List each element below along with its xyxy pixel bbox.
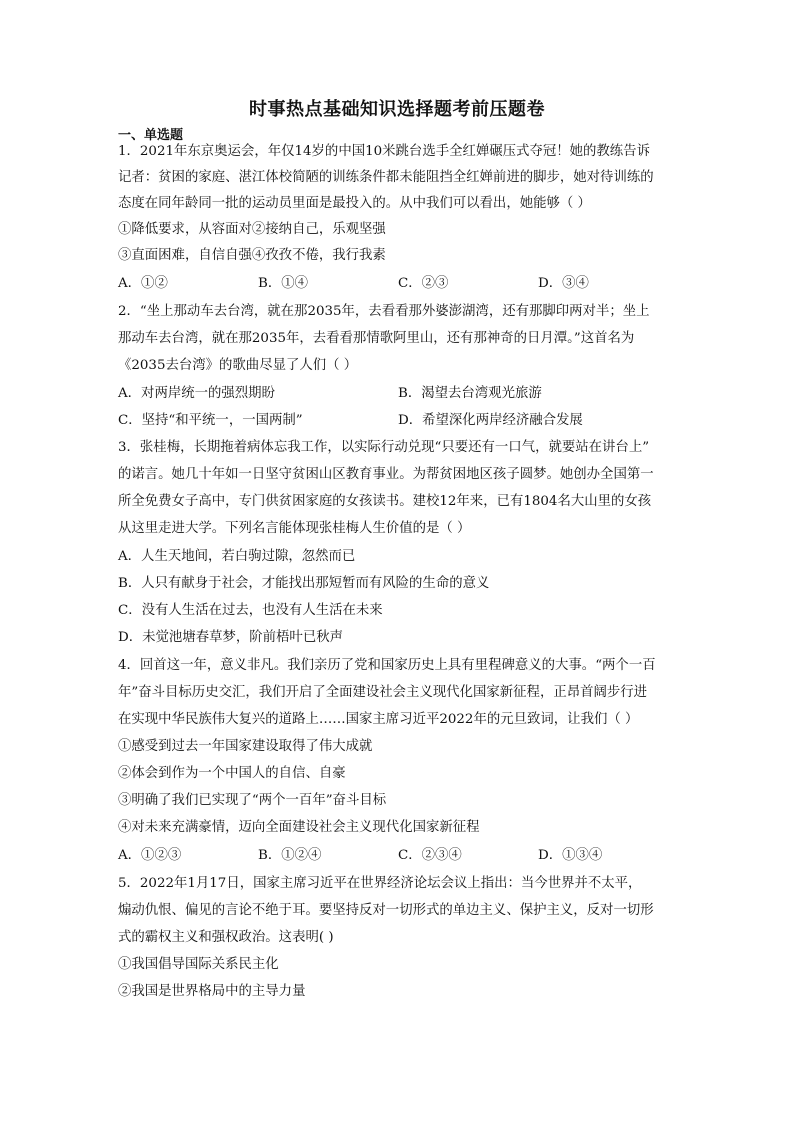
q1-option-a[interactable]: A．①② [118, 276, 168, 291]
q4-option-c[interactable]: C．②③④ [398, 848, 462, 863]
q3-stem-line-1: 3．张桂梅，长期拖着病体忘我工作，以实际行动兑现“只要还有一口气，就要站在讲台上” [118, 440, 650, 455]
q1-option-b[interactable]: B．①④ [258, 276, 309, 291]
q4-stem-line-3: 在实现中华民族伟大复兴的道路上……国家主席习近平2022年的元旦致词，让我们（ ） [118, 712, 639, 727]
q3-option-d[interactable]: D．未觉池塘春草梦，阶前梧叶已秋声 [118, 630, 343, 645]
section-heading: 一、单选题 [118, 128, 184, 143]
q3-stem-line-2: 的诺言。她几十年如一日坚守贫困山区教育事业。为帮贫困地区孩子圆梦。她创办全国第一 [118, 467, 654, 482]
q4-stem-line-2: 年”奋斗目标历史交汇，我们开启了全面建设社会主义现代化国家新征程，正昂首阔步行进 [118, 685, 648, 700]
q1-stem-line-2: 记者：贫困的家庭、湛江体校简陋的训练条件都未能阻挡全红婵前进的脚步，她对待训练的 [118, 170, 654, 185]
q4-option-a[interactable]: A．①②③ [118, 848, 182, 863]
q2-stem-line-1: 2．“坐上那动车去台湾，就在那2035年，去看看那外婆澎湖湾，还有那脚印两对半；坐上 [118, 304, 650, 319]
q3-stem-line-3: 所全免费女子高中，专门供贫困家庭的女孩读书。建校12年来，已有1804名大山里的女孩 [118, 494, 652, 509]
q5-statement-1: ①我国倡导国际关系民主化 [118, 957, 279, 972]
q4-statement-3: ③明确了我们已实现了“两个一百年”奋斗目标 [118, 793, 387, 808]
q2-option-b[interactable]: B．渴望去台湾观光旅游 [398, 386, 542, 401]
q2-option-d[interactable]: D．希望深化两岸经济融合发展 [398, 413, 583, 428]
page-title: 时事热点基础知识选择题考前压题卷 [249, 99, 545, 120]
q1-option-c[interactable]: C．②③ [398, 276, 449, 291]
q1-stem-line-3: 态度在同年龄同一批的运动员里面是最投入的。从中我们可以看出，她能够（ ） [118, 196, 591, 211]
q3-option-c[interactable]: C．没有人生活在过去，也没有人生活在未来 [118, 603, 383, 618]
q2-stem-line-3: 《2035去台湾》的歌曲尽显了人们（ ） [118, 358, 358, 373]
q4-statement-2: ②体会到作为一个中国人的自信、自豪 [118, 766, 346, 781]
q4-stem-line-1: 4．回首这一年，意义非凡。我们亲历了党和国家历史上具有里程碑意义的大事。“两个一百 [118, 658, 656, 673]
q4-option-b[interactable]: B．①②④ [258, 848, 322, 863]
q5-stem-line-2: 煽动仇恨、偏见的言论不绝于耳。要坚持反对一切形式的单边主义、保护主义，反对一切形 [118, 903, 654, 918]
q4-statement-4: ④对未来充满豪情，迈向全面建设社会主义现代化国家新征程 [118, 820, 480, 835]
q4-statement-1: ①感受到过去一年国家建设取得了伟大成就 [118, 739, 373, 754]
q3-stem-line-4: 从这里走进大学。下列名言能体现张桂梅人生价值的是（ ） [118, 521, 471, 536]
q1-statement-2: ③直面困难，自信自强④孜孜不倦，我行我素 [118, 248, 386, 263]
q2-option-c[interactable]: C．坚持“和平统一，一国两制” [118, 413, 303, 428]
q1-stem-line-1: 1．2021年东京奥运会，年仅14岁的中国10米跳台选手全红婵碾压式夺冠！她的教练告诉 [118, 144, 650, 159]
q5-statement-2: ②我国是世界格局中的主导力量 [118, 984, 306, 999]
q5-stem-line-1: 5．2022年1月17日，国家主席习近平在世界经济论坛会议上指出：当今世界并不太平， [118, 876, 642, 891]
q4-option-d[interactable]: D．①③④ [538, 848, 603, 863]
q1-statement-1: ①降低要求，从容面对②接纳自己，乐观坚强 [118, 222, 386, 237]
q5-stem-line-3: 式的霸权主义和强权政治。这表明( ) [118, 930, 334, 945]
q2-option-a[interactable]: A．对两岸统一的强烈期盼 [118, 386, 275, 401]
q1-option-d[interactable]: D．③④ [538, 276, 589, 291]
q2-stem-line-2: 那动车去台湾，就在那2035年，去看看那情歌阿里山，还有那神奇的日月潭。”这首名为 [118, 331, 635, 346]
q3-option-b[interactable]: B．人只有献身于社会，才能找出那短暂而有风险的生命的意义 [118, 576, 490, 591]
q3-option-a[interactable]: A．人生天地间，若白驹过隙，忽然而已 [118, 549, 356, 564]
